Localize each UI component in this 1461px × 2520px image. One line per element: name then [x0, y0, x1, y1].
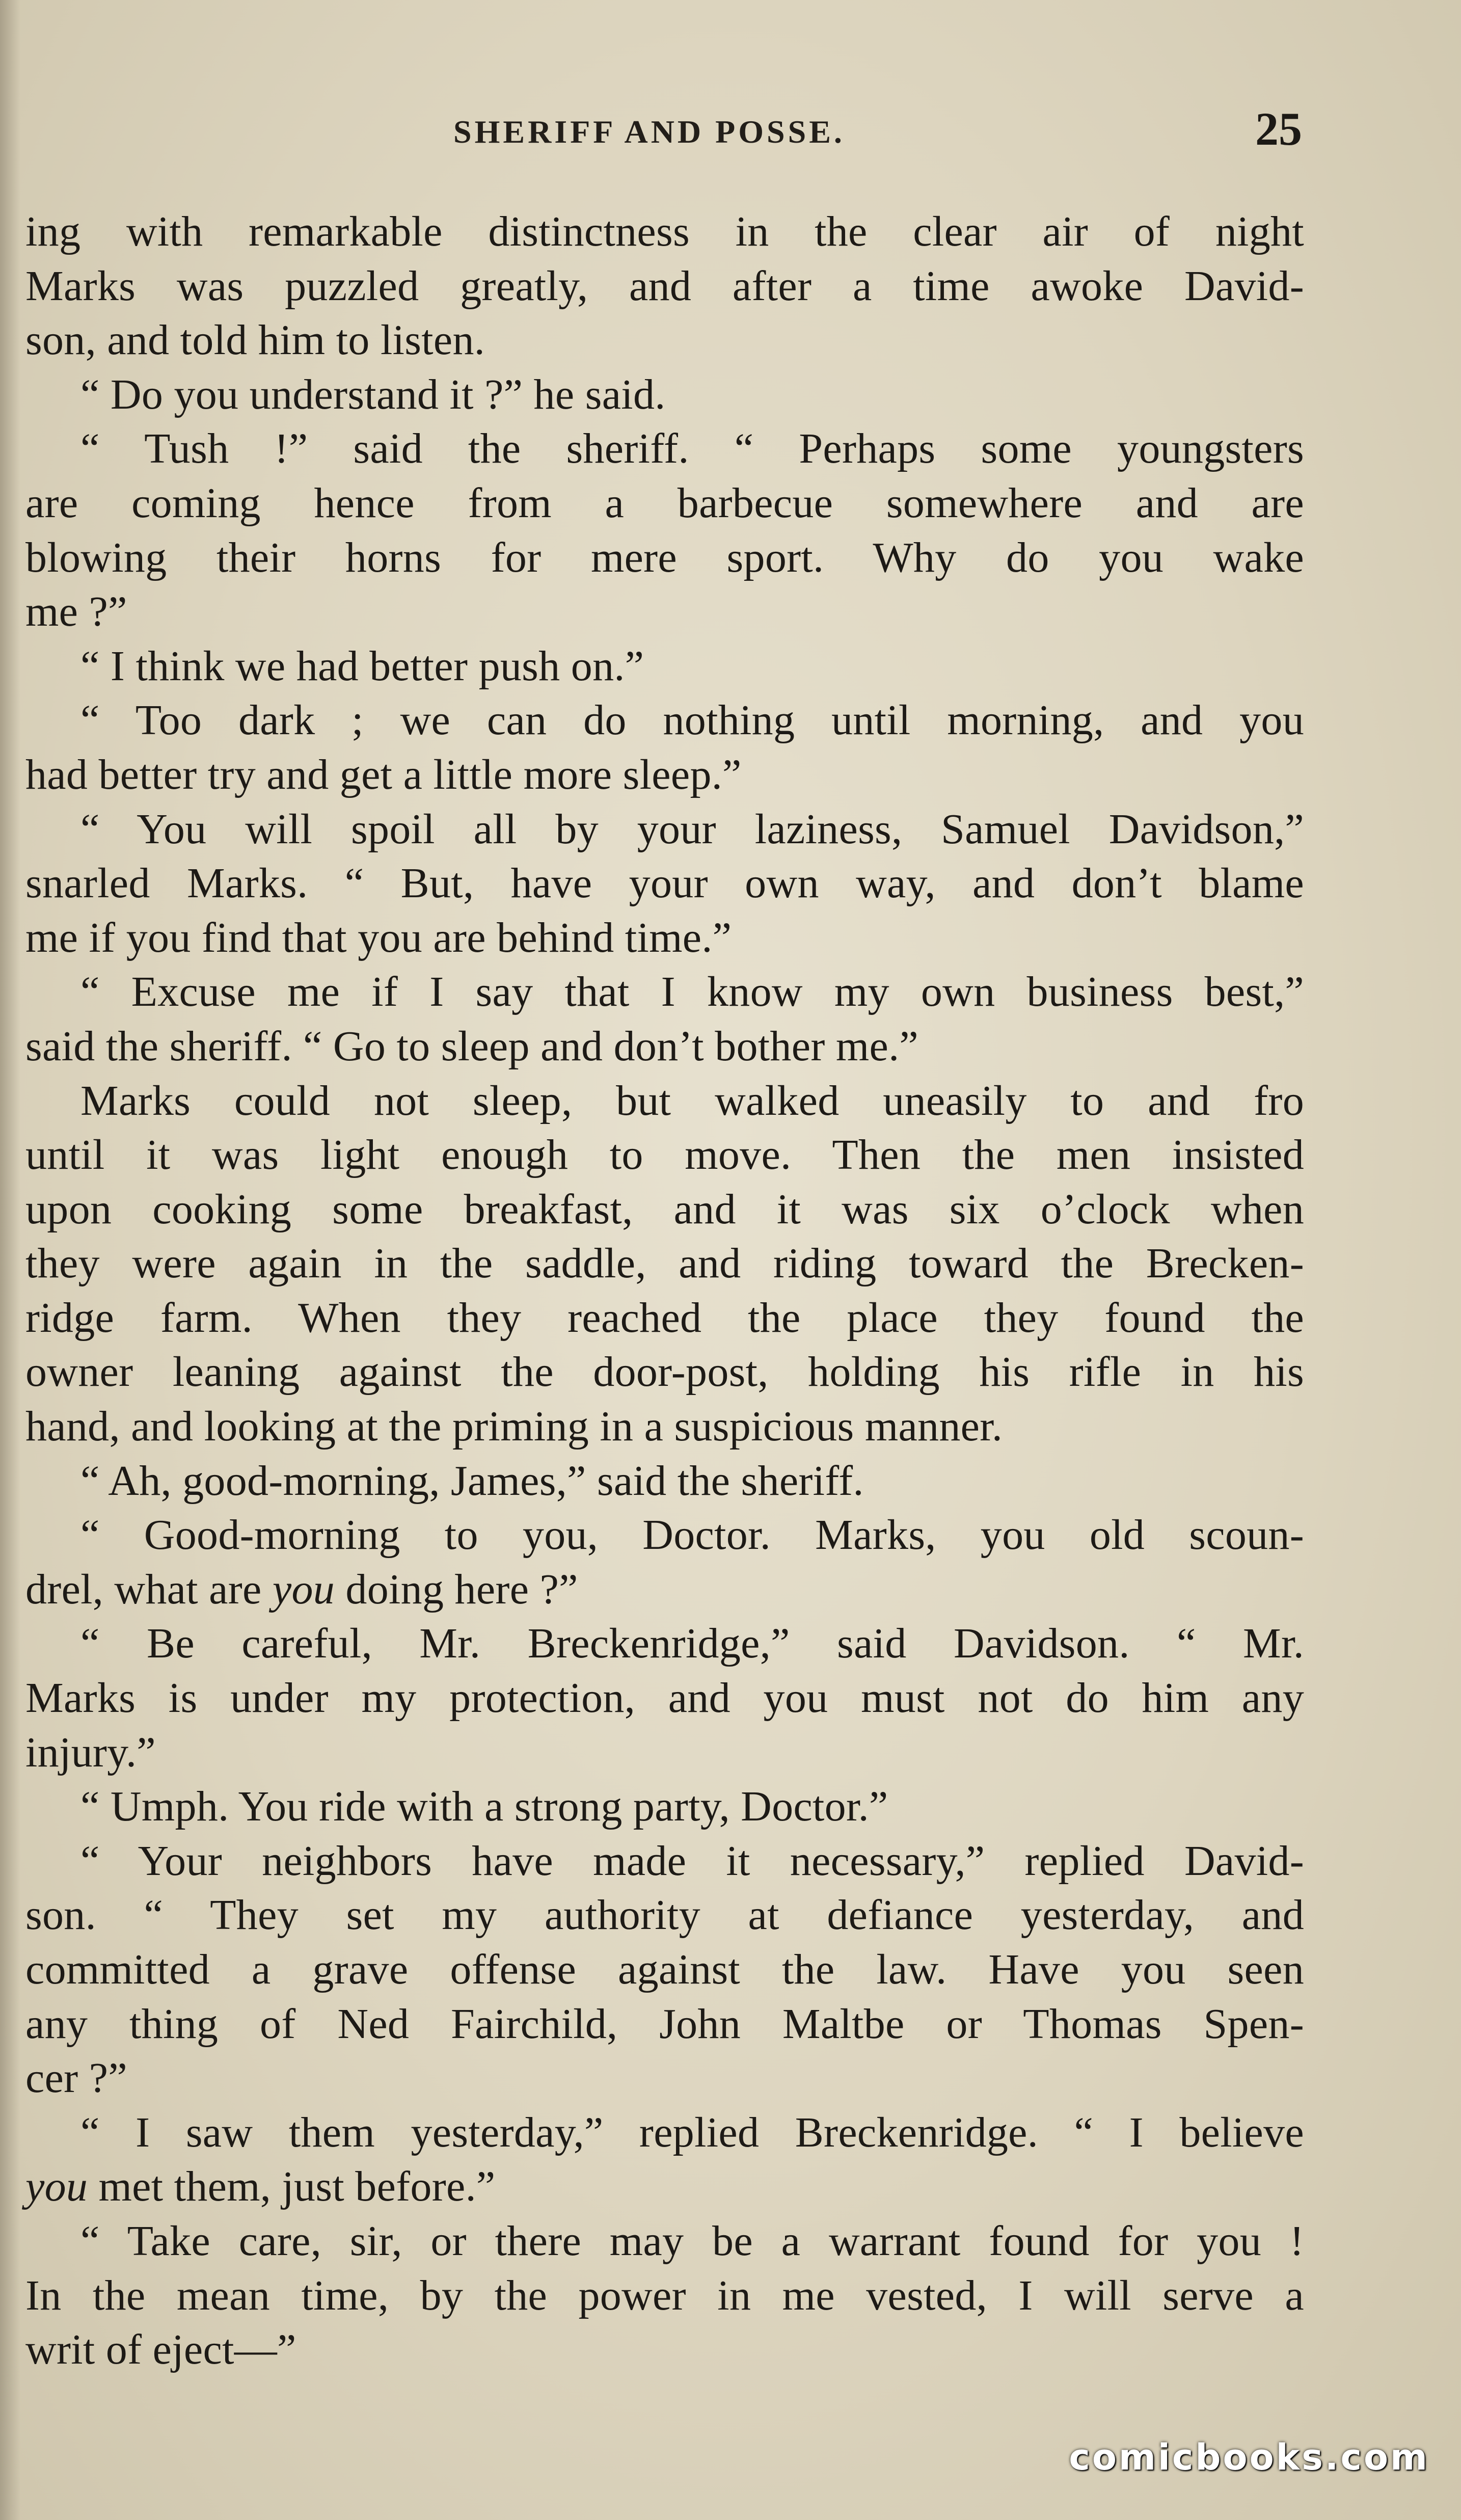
- text-line: ing with remarkable distinctness in the clear air of night: [25, 208, 1304, 255]
- italic-word: you: [25, 2163, 88, 2211]
- text-line: “ Do you understand it ?” he said.: [80, 370, 666, 418]
- text-line: blowing their horns for mere sport. Why do you wake: [25, 533, 1304, 581]
- text-line: Marks could not sleep, but walked uneasily to and fro: [80, 1077, 1304, 1124]
- text-line: Marks is under my protection, and you must not do him any: [25, 1674, 1304, 1722]
- body-text: [25, 205, 1304, 2377]
- text-line: until it was light enough to move. Then the men insisted: [25, 1131, 1304, 1179]
- text-line: son, and told him to listen.: [25, 316, 485, 364]
- text-line: they were again in the saddle, and riding toward the Brecken-: [25, 1240, 1304, 1288]
- text-line: snarled Marks. “ But, have your own way, and don’t blame: [25, 860, 1304, 907]
- text-line: “ You will spoil all by your laziness, Samuel Davidson,”: [80, 805, 1304, 853]
- text-line: In the mean time, by the power in me vested, I will serve a: [25, 2271, 1304, 2319]
- text-line: “ Ah, good-morning, James,” said the sheriff.: [80, 1457, 864, 1505]
- text-line: “ I saw them yesterday,” replied Breckenridge. “ I believe: [80, 2108, 1304, 2156]
- text-line: had better try and get a little more sleep.”: [25, 750, 742, 798]
- text-line: “ I think we had better push on.”: [80, 642, 644, 690]
- text-line: drel, what are you doing here ?”: [25, 1565, 578, 1613]
- text-line: you met them, just before.”: [25, 2163, 496, 2211]
- text-line: owner leaning against the door-post, holding his rifle in his: [25, 1348, 1304, 1396]
- text-line: “ Good-morning to you, Doctor. Marks, you old scoun-: [80, 1511, 1304, 1559]
- text-line: committed a grave offense against the law. Have you seen: [25, 1946, 1304, 1993]
- text-line: injury.”: [25, 1728, 156, 1776]
- text-line: “ Take care, sir, or there may be a warrant found for you !: [80, 2217, 1304, 2265]
- text-line: any thing of Ned Fairchild, John Maltbe or Thomas Spen-: [25, 2000, 1304, 2048]
- text-line: said the sheriff. “ Go to sleep and don’t bother me.”: [25, 1022, 918, 1070]
- text-line: ridge farm. When they reached the place they found the: [25, 1294, 1304, 1342]
- text-line: “ Tush !” said the sheriff. “ Perhaps some youngsters: [80, 425, 1304, 473]
- text-line: Marks was puzzled greatly, and after a time awoke David-: [25, 262, 1304, 310]
- text-line: upon cooking some breakfast, and it was six o’clock when: [25, 1185, 1304, 1233]
- text-line: writ of eject—”: [25, 2326, 296, 2374]
- text-line: son. “ They set my authority at defiance yesterday, and: [25, 1891, 1304, 1939]
- text-line: “ Excuse me if I say that I know my own business best,”: [80, 968, 1304, 1016]
- page-header: [0, 102, 1461, 158]
- page-number: 25: [1255, 103, 1302, 155]
- watermark: comicbooks.com: [1069, 2436, 1429, 2478]
- text-line: hand, and looking at the priming in a suspicious manner.: [25, 1403, 1003, 1451]
- page-gutter-shadow: [0, 0, 20, 2520]
- running-head: SHERIFF AND POSSE.: [453, 114, 845, 150]
- text-line: “ Your neighbors have made it necessary,” replied David-: [80, 1837, 1304, 1885]
- text-line: me if you find that you are behind time.”: [25, 914, 732, 961]
- text-line: cer ?”: [25, 2054, 127, 2102]
- text-line: “ Be careful, Mr. Breckenridge,” said Davidson. “ Mr.: [80, 1620, 1304, 1668]
- text-line: “ Umph. You ride with a strong party, Doctor.”: [80, 1783, 888, 1831]
- text-line: “ Too dark ; we can do nothing until morning, and you: [80, 696, 1304, 744]
- text-line: are coming hence from a barbecue somewhere and are: [25, 479, 1304, 527]
- text-line: me ?”: [25, 588, 127, 636]
- italic-word: you: [272, 1565, 335, 1613]
